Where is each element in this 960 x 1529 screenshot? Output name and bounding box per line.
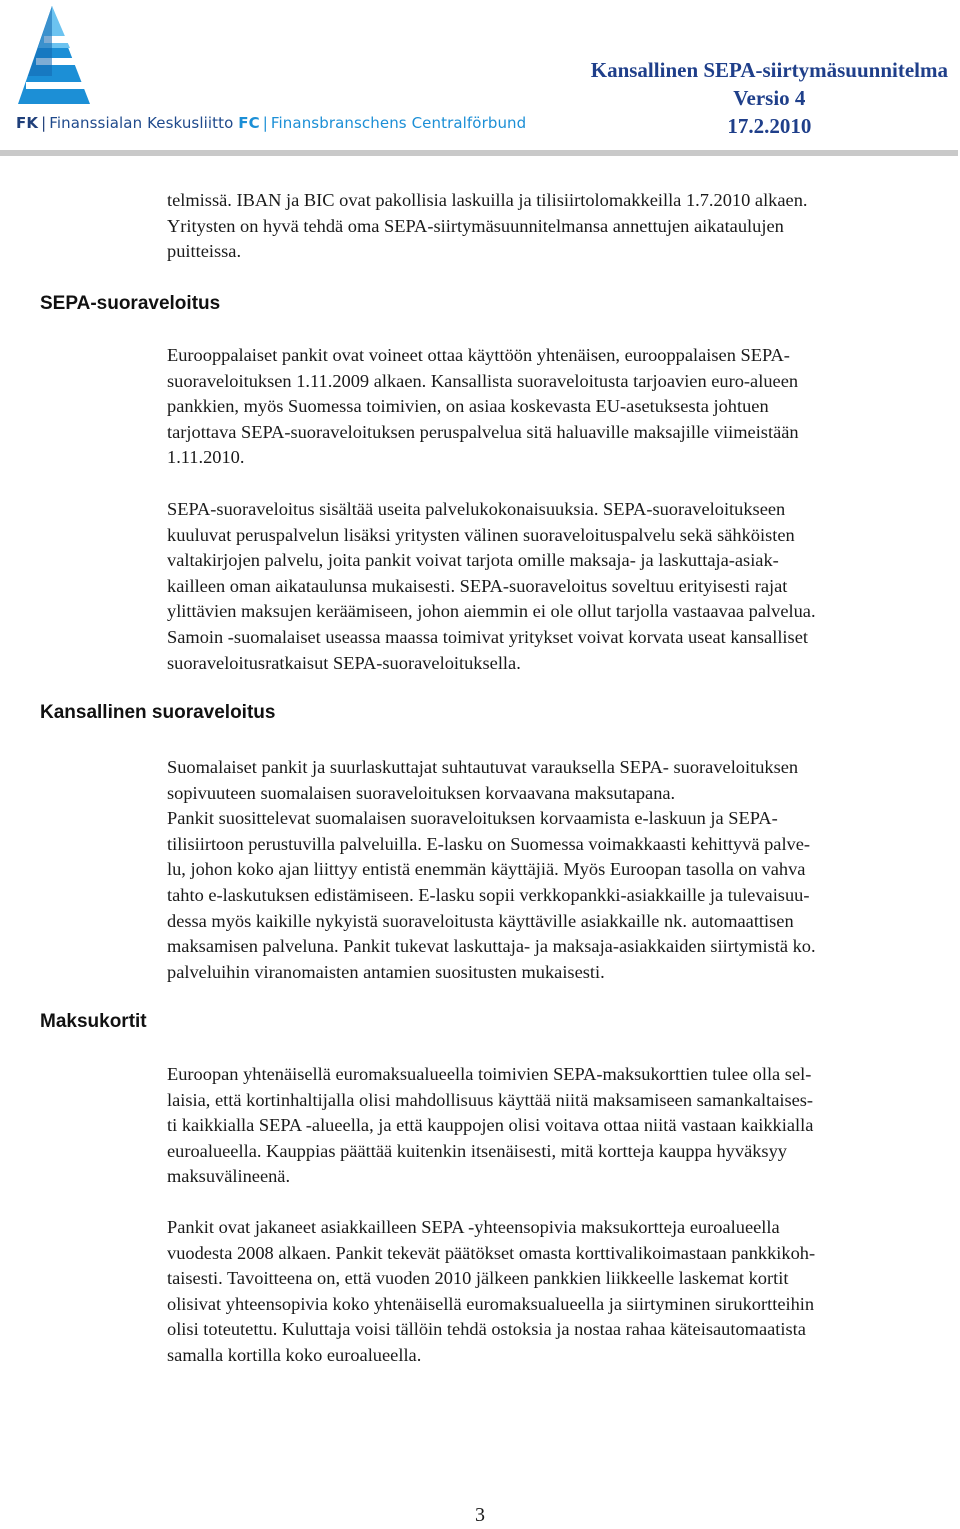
paragraph-sepa-1: [167, 343, 927, 471]
text-line: sopivuuteen suomalaisen suoraveloituksen korvaavana maksutapana.: [167, 782, 676, 803]
org-fk-name: Finanssialan Keskusliitto: [49, 114, 234, 132]
text-line: SEPA-suoraveloitus sisältää useita palvelukokonaisuuksia. SEPA-suoraveloitukseen: [167, 499, 786, 519]
text-line: valtakirjojen palvelu, joita pankit voivat tarjota omille maksaja- ja laskuttaja-asiak-: [167, 550, 779, 571]
section-heading-sepa-direct-debit: SEPA-suoraveloitus: [40, 293, 221, 314]
text-line: ylittävien maksujen keräämiseen, johon aiemmin ei ole ollut tarjolla vastaavaa palvelua.: [167, 601, 816, 622]
text-line: maksuvälineenä.: [167, 1166, 291, 1187]
header-divider: [0, 150, 958, 156]
paragraph-sepa-2: [167, 497, 927, 676]
organization-names: FK | Finanssialan Keskusliitto FC | Finansbranschens Centralförbund: [16, 114, 527, 132]
text-line: ti kaikkialla SEPA -alueella, ja että kauppojen olisi voitava ottaa niitä vastaan kaikkialla: [167, 1115, 814, 1136]
fk-logo-icon: [14, 6, 94, 110]
section-heading-payment-cards: Maksukortit: [40, 1011, 147, 1032]
text-line: Samoin -suomalaiset useassa maassa toimivat yritykset voivat korvata useat kansalliset: [167, 626, 808, 647]
text-line: Euroopan yhtenäisellä euromaksualueella toimivien SEPA-maksukorttien tulee olla sel-: [167, 1064, 812, 1084]
text-line: palveluihin viranomaisten antamien suositusten mukaisesti.: [167, 961, 605, 982]
text-line: samalla kortilla koko euroalueella.: [167, 1344, 422, 1365]
text-line: suoraveloituksen 1.11.2009 alkaen. Kansallista suoraveloitusta tarjoavien euro-alueen: [167, 370, 799, 391]
text-line: telmissä. IBAN ja BIC ovat pakollisia laskuilla ja tilisiirtolomakkeilla 1.7.2010 alkaen.: [167, 190, 808, 210]
org-fc-name: Finansbranschens Centralförbund: [270, 114, 527, 132]
section-heading-national-direct-debit: Kansallinen suoraveloitus: [40, 702, 276, 723]
text-line: Eurooppalaiset pankit ovat voineet ottaa käyttöön yhtenäisen, eurooppalaisen SEPA-: [167, 345, 790, 365]
text-line: tilisiirtoon perustuvilla palveluilla. E-lasku on Suomessa voimakkaasti kehittyvä palve-: [167, 833, 811, 854]
text-line: vuodesta 2008 alkaen. Pankit tekevät päätökset omasta korttivalikoimastaan pankkikoh-: [167, 1242, 816, 1263]
text-line: pankkien, myös Suomessa toimivien, on asiaa koskevasta EU-asetuksesta johtuen: [167, 396, 769, 417]
text-line: olisivat yhteensopivia koko yhtenäisellä euromaksualueella ja siirtyminen sirukortteihin: [167, 1293, 815, 1314]
org-fc-abbrev: FC: [238, 114, 260, 132]
org-fk-abbrev: FK: [16, 114, 39, 132]
text-line: dessa myös kaikille nykyistä suoraveloitusta käyttäville asiakkaille nk. automaattisen: [167, 910, 794, 931]
paragraph-national: [167, 755, 927, 985]
text-line: olisi toteutettu. Kuluttaja voisi tällöin tehdä ostoksia ja nostaa rahaa käteisautomaatista: [167, 1319, 806, 1340]
text-line: Pankit ovat jakaneet asiakkailleen SEPA -yhteensopivia maksukortteja euroalueella: [167, 1217, 780, 1237]
text-line: tahto e-laskutuksen edistämiseen. E-lasku sopii verkkopankki-asiakkaille ja tulevaisuu-: [167, 884, 810, 905]
text-line: Suomalaiset pankit ja suurlaskuttajat suhtautuvat varauksella SEPA- suoraveloituksen: [167, 757, 799, 777]
text-line: euroalueella. Kauppias päättää kuitenkin itsenäisesti, mitä kortteja kauppa hyväksyy: [167, 1140, 787, 1161]
text-line: tarjottava SEPA-suoraveloituksen peruspalvelua sitä haluaville maksajille viimeistään: [167, 421, 799, 442]
text-line: Pankit suosittelevat suomalaisen suoraveloituksen korvaamista e-laskuun ja SEPA-: [167, 808, 778, 829]
document-title: Kansallinen SEPA-siirtymäsuunnitelma: [590, 58, 948, 82]
text-line: kuuluvat peruspalvelun lisäksi yritysten välinen suoraveloituspalvelu sekä sähköisten: [167, 524, 795, 545]
text-line: laisia, että kortinhaltijalla olisi mahdollisuus käyttää niitä maksamiseen samankaltaises-: [167, 1089, 814, 1110]
text-line: Yritysten on hyvä tehdä oma SEPA-siirtymäsuunnitelmansa annettujen aikataulujen: [167, 215, 784, 236]
text-line: 1.11.2010.: [167, 447, 245, 468]
paragraph-cards-2: [167, 1215, 927, 1369]
paragraph-intro: [167, 188, 927, 265]
text-line: taisesti. Tavoitteena on, että vuoden 2010 jälkeen pankkien liikkeelle laskemat kortit: [167, 1268, 789, 1289]
page-header: [0, 0, 960, 160]
text-line: suoraveloitusratkaisut SEPA-suoraveloituksella.: [167, 652, 521, 673]
document-version: Versio 4: [733, 86, 806, 110]
document-date: 17.2.2010: [727, 114, 812, 138]
document-title-block: [591, 56, 948, 140]
paragraph-cards-1: [167, 1062, 927, 1190]
text-line: maksamisen palveluna. Pankit tukevat laskuttaja- ja maksaja-asiakkaiden siirtymistä ko.: [167, 936, 816, 957]
text-line: lu, johon koko ajan liittyy entistä enemmän käyttäjiä. Myös Euroopan tasolla on vahva: [167, 859, 806, 880]
text-line: kailleen oman aikataulunsa mukaisesti. SEPA-suoraveloitus soveltuu erityisesti rajat: [167, 575, 788, 596]
page-number: 3: [475, 1504, 485, 1526]
text-line: puitteissa.: [167, 241, 242, 262]
